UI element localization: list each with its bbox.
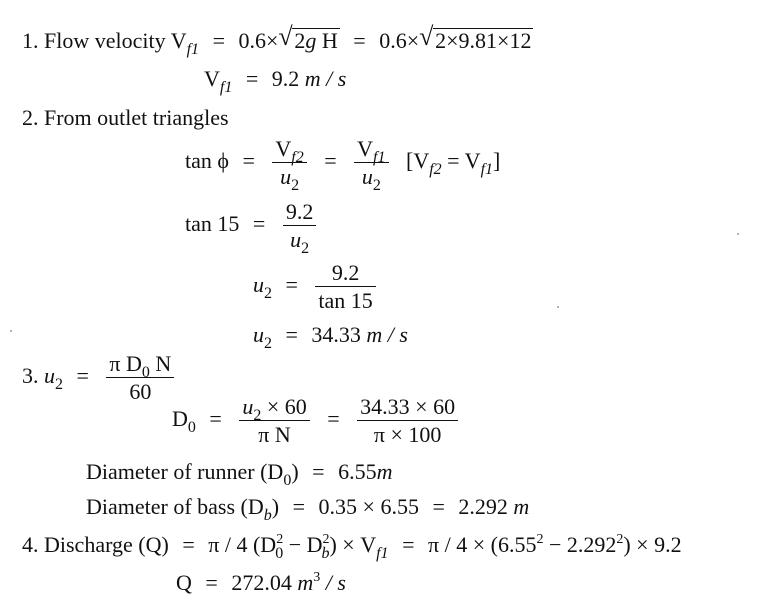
fraction-u2x60-piN: $\frac{u_2 \times 60}{\text{π N}}$	[239, 396, 309, 446]
equals-sign: =	[212, 28, 225, 53]
step4-number: 4.	[22, 532, 39, 557]
discharge-unit: m	[297, 570, 314, 595]
step1-label: Flow velocity	[44, 28, 166, 53]
discharge-value: 272.04	[231, 570, 292, 595]
step1-coefficient-2: 0.6	[379, 28, 407, 53]
step2-number: 2.	[22, 105, 39, 130]
step2-label: From outlet triangles	[44, 105, 229, 130]
scan-speck	[557, 306, 559, 308]
step4-discharge-line: 4. Discharge (Q) = π / 4 $(D^2_0 - D^2_b) \times V_{f1} = \pi / 4 \times (6.55^2 - 2.292^2) \times 9.2$	[22, 532, 682, 562]
D0-equation: $D_0$ = $\frac{u_2 \times 60}{\text{π N}}$ = $\frac{34.33 \times 60}{\pi \times 100}$	[172, 396, 462, 446]
fraction-piD0N-60: $\frac{\pi D_0 N}{60}$	[106, 353, 174, 403]
flow-velocity-unit: m / s	[304, 66, 347, 91]
runner-diameter-unit: m	[376, 459, 393, 484]
equals-sign: =	[245, 66, 259, 91]
step1-flow-velocity-line	[22, 22, 533, 58]
bracket-note: $[V_{f2} = V_{f1}]$	[406, 148, 501, 179]
u2-unit: m / s	[366, 322, 408, 347]
step3-number: 3.	[22, 363, 39, 389]
scan-speck	[10, 330, 12, 332]
scan-speck	[737, 233, 739, 235]
flow-velocity-value: 9.2	[271, 66, 300, 91]
sqrt-numeric: √ 2×9.81×12	[419, 22, 532, 53]
tan-phi-equation: tan ϕ = $\frac{V_{f2}}{u_2}$ = $\frac{V_{f1}}{u_2}$ $[V_{f2} = V_{f1}]$	[185, 136, 501, 194]
equals-sign: =	[353, 28, 366, 53]
times-sign: ×	[265, 28, 279, 53]
u2-equation: $u_2$ = $\frac{9.2}{\tan 15}$	[253, 262, 380, 312]
fraction-vf1-u2: $\frac{V_{f1}}{u_2}$	[354, 138, 388, 188]
tan15-equation: tan 15 = $\frac{9.2}{u_2}$	[185, 201, 320, 251]
u2-result-line: $u_2 = 34.33$ m / s	[253, 322, 408, 352]
tan-phi: tan ϕ	[185, 148, 229, 174]
step1-number: 1.	[22, 28, 39, 53]
step3-u2-formula: 3. $u_2$ = $\frac{\pi D_0 N}{60}$	[22, 353, 178, 403]
bass-diameter-value: 2.292	[458, 494, 508, 519]
runner-diameter-line: Diameter of runner $(D_0) = 6.55m$	[86, 459, 393, 489]
fraction-vf2-u2: $\frac{V_{f2}}{u_2}$	[272, 138, 306, 188]
sqrt-2gH: √ 2g H	[278, 22, 338, 53]
fraction-9.2-tan15: $\frac{9.2}{\tan 15}$	[315, 262, 375, 312]
u2-value: 34.33	[311, 322, 361, 347]
step4-label: Discharge (Q)	[44, 532, 169, 557]
fraction-9.2-u2: $\frac{9.2}{u_2}$	[283, 201, 317, 251]
step1-lhs: $V_{f1}$	[170, 28, 200, 58]
tan-15: tan 15	[185, 211, 240, 237]
step1-result-line: $V_{f1} = 9.2$ m / s	[204, 66, 347, 96]
bass-diameter-line: Diameter of bass $(D_b) = 0.35 \times 6.55 = 2.292$ m	[86, 494, 530, 524]
times-sign: ×	[406, 28, 420, 53]
fraction-numeric-D0: $\frac{34.33 \times 60}{\pi \times 100}$	[357, 396, 458, 446]
discharge-result-line: Q = 272.04 $m^3$ / s	[176, 570, 346, 595]
step1-coefficient: 0.6	[238, 28, 266, 53]
runner-diameter-value: 6.55	[338, 459, 377, 484]
step2-heading	[22, 107, 229, 129]
bass-diameter-unit: m	[513, 494, 530, 519]
